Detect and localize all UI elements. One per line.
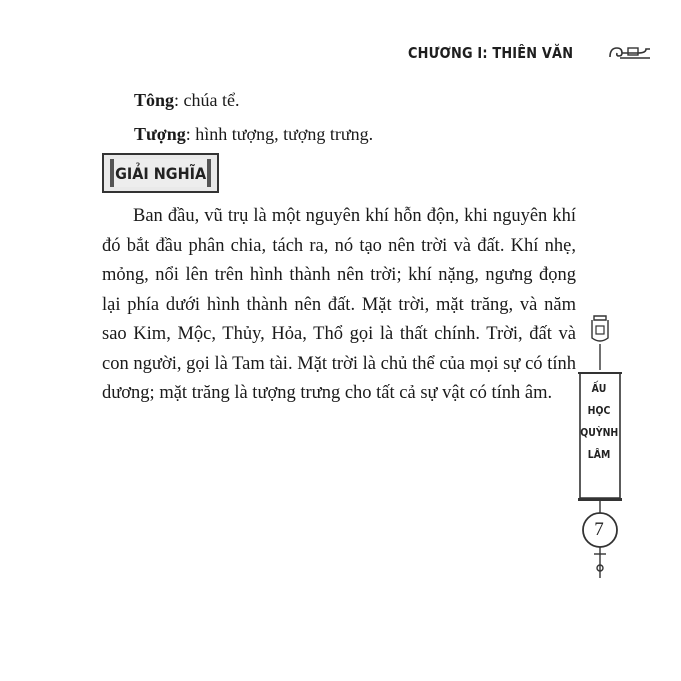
book-title-line: ẤU	[591, 382, 607, 395]
chapter-title: CHƯƠNG I: THIÊN VĂN	[408, 44, 574, 62]
term-word: Tông	[134, 90, 175, 110]
term-word: Tượng	[134, 124, 186, 144]
running-header	[408, 44, 652, 62]
section-frame-inner	[110, 159, 211, 187]
body-paragraph: Ban đầu, vũ trụ là một nguyên khí hỗn độn, khi nguyên khí đó bắt đầu phân chia, tách ra, nó tạo nên trời và đất. Khí nhẹ, mỏng, nổi lên trên hình thành nên trời; khí nặng, ngưng đọng lại phía dưới hình thành nên đất. Mặt trời, mặt trăng, và năm sao Kim, Mộc, Thủy, Hỏa, Thổ gọi là thất chính. Trời, đất và con người, gọi là Tam tài. Mặt trời là chủ thể của mọi sự có tính dương; mặt trăng là tượng trưng cho tất cả sự vật có tính âm.	[102, 206, 576, 403]
term-row	[134, 124, 373, 145]
page-number: 7	[594, 519, 604, 540]
term-definition: : chúa tể.	[174, 90, 240, 110]
cloud-ornament-icon	[608, 44, 652, 62]
term-definition: : hình tượng, tượng trưng.	[185, 124, 374, 144]
section-heading: GIẢI NGHĨA	[114, 163, 207, 183]
section-heading-box	[102, 153, 219, 193]
book-title-line: LÂM	[587, 448, 611, 461]
book-title-line: QUỲNH	[580, 426, 619, 439]
book-title-line: HỌC	[587, 404, 611, 417]
term-row	[134, 90, 240, 111]
book-title-vertical	[577, 378, 621, 466]
